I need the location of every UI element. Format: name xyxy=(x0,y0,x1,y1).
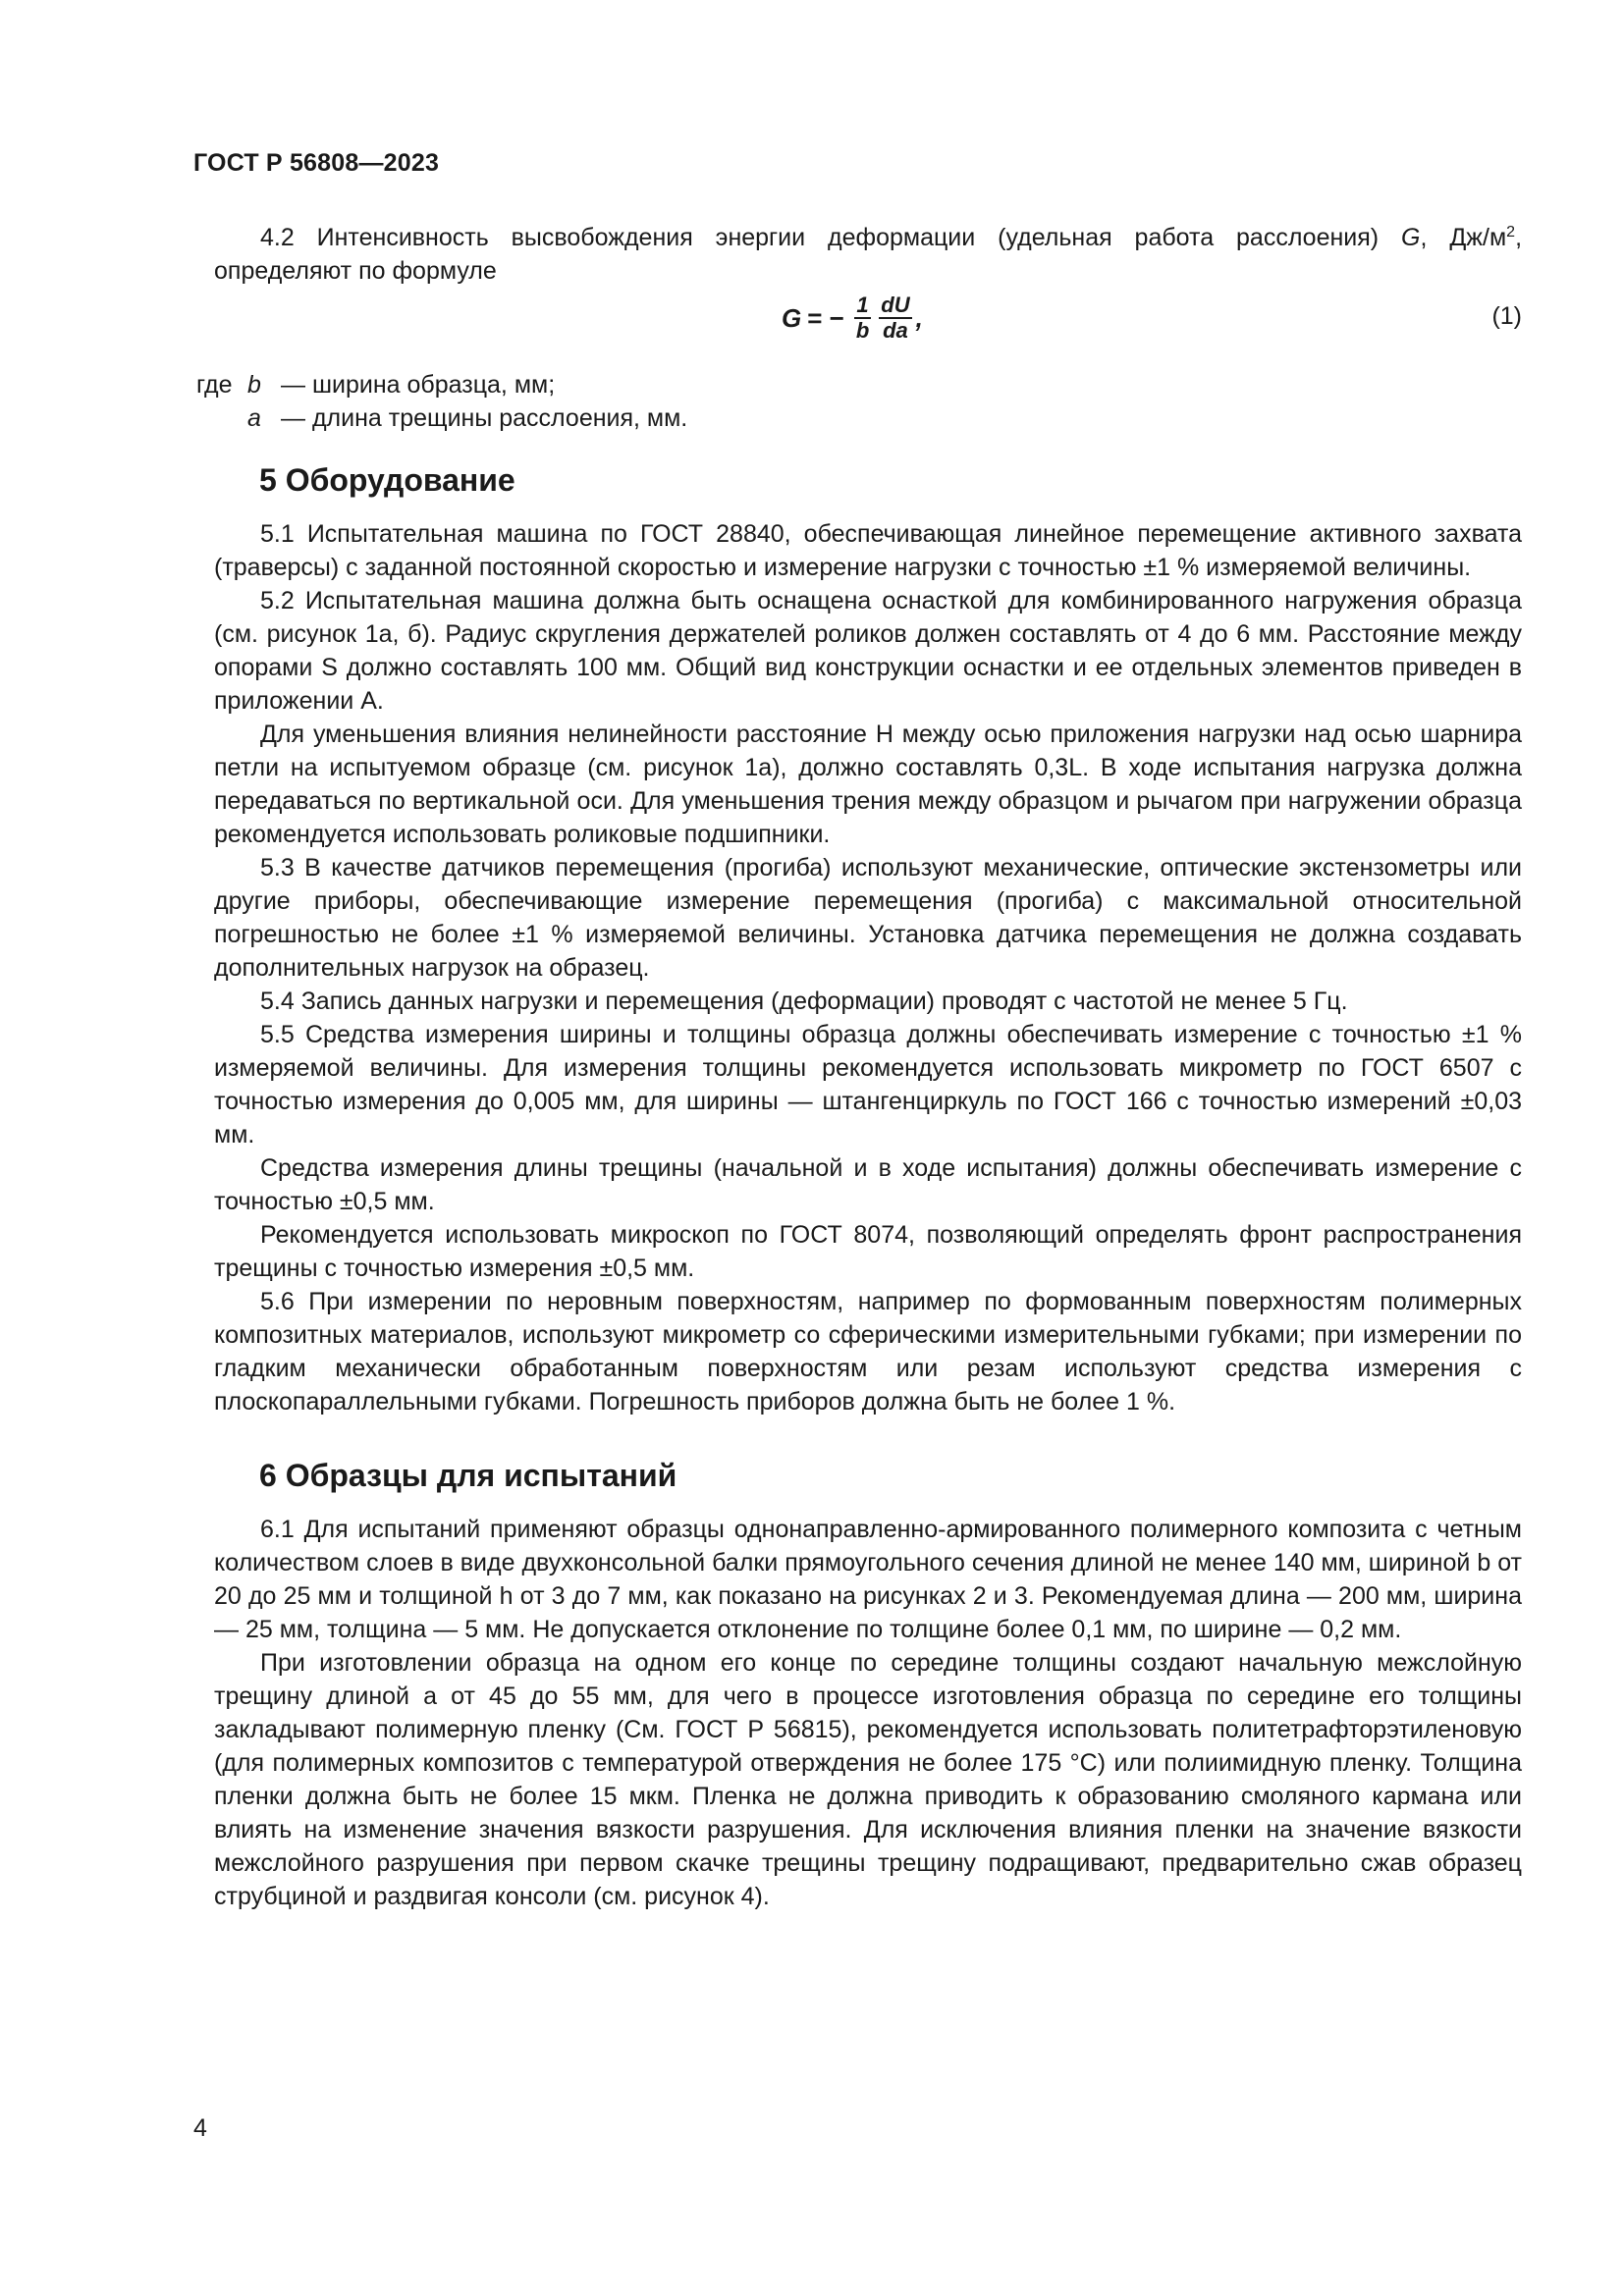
where-text: — длина трещины расслоения, мм. xyxy=(281,404,688,432)
document-body xyxy=(196,221,1523,1913)
where-lead xyxy=(196,401,247,435)
paragraph: 5.3 В качестве датчиков перемещения (прогиба) используют механические, оптические экстензометры или другие приборы, обеспечивающие измерение перемещения (прогиба) с максимальной относительной погрешностью не более ±1 % измеряемой величины. Установка датчика перемещения не должна создавать дополнительных нагрузок на образец. xyxy=(214,854,1522,982)
where-lead: где xyxy=(196,371,233,399)
paragraph-4-2-tail: , определяют по формуле xyxy=(214,224,1523,285)
paragraph: Средства измерения длины трещины (начальной и в ходе испытания) должны обеспечивать измерение с точностью ±0,5 мм. xyxy=(214,1154,1522,1215)
unit-superscript: 2 xyxy=(1506,224,1516,240)
where-text: — ширина образца, мм; xyxy=(281,371,556,399)
formula-fraction-1 xyxy=(854,294,871,343)
where-symbol: a xyxy=(247,404,261,432)
where-list xyxy=(196,368,1522,435)
paragraph-4-2-text: 4.2 Интенсивность высвобождения энергии деформации (удельная работа расслоения) xyxy=(260,224,1402,251)
formula-1 xyxy=(782,294,923,343)
paragraph: Для уменьшения влияния нелинейности расстояние H между осью приложения нагрузки над осью шарнира петли на испытуемом образце (см. рисунок 1а), должно составлять 0,3L. В ходе испытания нагрузка должна передаваться по вертикальной оси. Для уменьшения трения между образцом и рычагом при нагружении образца рекомендуется использовать роликовые подшипники. xyxy=(214,721,1522,848)
where-item xyxy=(196,368,1522,401)
formula-lhs: G xyxy=(782,303,802,333)
paragraph: 5.2 Испытательная машина должна быть оснащена оснасткой для комбинированного нагружения образца (см. рисунок 1а, б). Радиус скругления держателей роликов должен составлять от 4 до 6 мм. Расстояние между опорами S должно составлять 100 мм. Общий вид конструкции оснастки и ее отдельных элементов приведен в приложении А. xyxy=(214,587,1522,715)
formula-block xyxy=(214,292,1522,362)
page-number: 4 xyxy=(193,2114,207,2142)
fraction-1-numerator: 1 xyxy=(856,293,869,317)
paragraph: 6.1 Для испытаний применяют образцы однонаправленно-армированного полимерного композита с четным количеством слоев в виде двухконсольной балки прямоугольного сечения длиной не менее 140 мм, шириной b от 20 до 25 мм и толщиной h от 3 до 7 мм, как показано на рисунках 2 и 3. Рекомендуемая длина — 200 мм, ширина — 25 мм, толщина — 5 мм. Не допускается отклонение по толщине более 0,1 мм, по ширине — 0,2 мм. xyxy=(214,1516,1522,1643)
fraction-2-denominator: da xyxy=(883,318,908,343)
paragraph: 5.1 Испытательная машина по ГОСТ 28840, обеспечивающая линейное перемещение активного захвата (траверсы) с заданной постоянной скоростью и измерение нагрузки с точностью ±1 % измеряемой величины. xyxy=(214,520,1522,581)
variable-g: G xyxy=(1401,224,1421,251)
paragraph: 5.6 При измерении по неровным поверхностям, например по формованным поверхностям полимерных композитных материалов, используют микрометр со сферическими измерительными губками; при измерении по гладким механически обработанным поверхностям или резам используют средства измерения с плоскопараллельными губками. Погрешность приборов должна быть не более 1 %. xyxy=(214,1288,1522,1415)
where-item xyxy=(196,401,1522,435)
formula-fraction-2 xyxy=(879,294,911,343)
where-symbol: b xyxy=(247,371,261,399)
unit-text: , Дж/м xyxy=(1420,224,1507,251)
formula-equals: = − xyxy=(807,303,844,333)
paragraph: 5.5 Средства измерения ширины и толщины образца должны обеспечивать измерение с точностью ±1 % измеряемой величины. Для измерения толщины рекомендуется использовать микрометр по ГОСТ 6507 с точностью измерения до 0,005 мм, для ширины — штангенциркуль по ГОСТ 166 с точностью измерений ±0,03 мм. xyxy=(214,1021,1522,1148)
fraction-2-numerator: dU xyxy=(881,293,910,317)
section-6-title: 6 Образцы для испытаний xyxy=(259,1458,677,1493)
formula-comma: , xyxy=(915,303,923,333)
formula-number: (1) xyxy=(1491,302,1522,330)
paragraph: Рекомендуется использовать микроскоп по ГОСТ 8074, позволяющий определять фронт распространения трещины с точностью измерения ±0,5 мм. xyxy=(214,1221,1522,1282)
paragraph-4-2 xyxy=(214,221,1522,288)
fraction-1-denominator: b xyxy=(855,318,870,343)
document-header: ГОСТ Р 56808—2023 xyxy=(193,149,440,177)
paragraph: При изготовлении образца на одном его конце по середине толщины создают начальную межслойную трещину длиной a от 45 до 55 мм, для чего в процессе изготовления образца по середине его толщины закладывают полимерную пленку (См. ГОСТ Р 56815), рекомендуется использовать политетрафторэтиленовую (для полимерных композитов с температурой отверждения не более 175 °С) или полиимидную пленку. Толщина пленки должна быть не более 15 мкм. Пленка не должна приводить к образованию смоляного кармана или влиять на изменение значения вязкости разрушения. Для исключения влияния пленки на значение вязкости межслойного разрушения при первом скачке трещины трещину подращивают, предварительно сжав образец струбциной и раздвигая консоли (см. рисунок 4). xyxy=(214,1649,1522,1910)
paragraph: 5.4 Запись данных нагрузки и перемещения (деформации) проводят с частотой не менее 5 Гц. xyxy=(260,988,1348,1015)
section-5-title: 5 Оборудование xyxy=(259,462,515,498)
